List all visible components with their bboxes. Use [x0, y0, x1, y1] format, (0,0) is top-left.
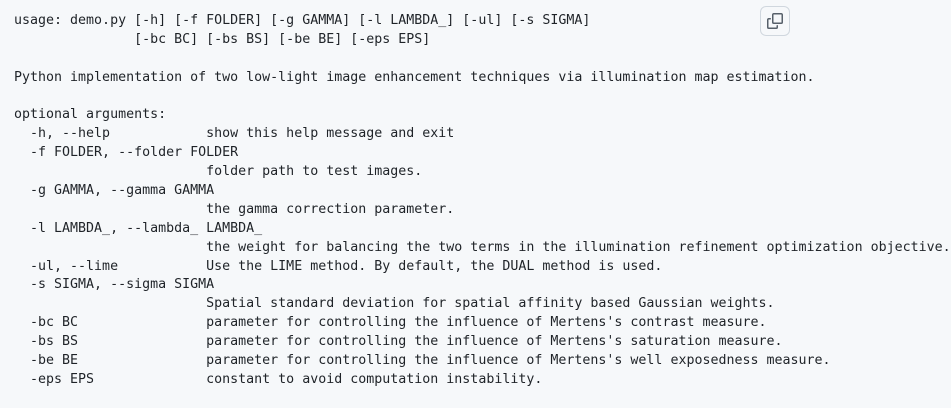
copy-icon	[767, 13, 783, 29]
code-line: usage: demo.py [-h] [-f FOLDER] [-g GAMMA] [-l LAMBDA_] [-ul] [-s SIGMA]	[14, 13, 591, 28]
code-line	[14, 88, 951, 107]
code-line: -g GAMMA, --gamma GAMMA	[14, 183, 215, 199]
code-line: optional arguments:	[14, 107, 167, 123]
copy-button[interactable]	[760, 6, 790, 36]
code-line: the gamma correction parameter.	[14, 201, 455, 217]
code-line: -f FOLDER, --folder FOLDER	[14, 145, 239, 161]
code-line: -ul, --lime Use the LIME method. By default, the DUAL method is used.	[14, 258, 663, 274]
code-line: -be BE parameter for controlling the influence of Mertens's well exposedness measure.	[14, 353, 831, 369]
code-line: -l LAMBDA_, --lambda_ LAMBDA_	[14, 220, 263, 236]
code-line: -s SIGMA, --sigma SIGMA	[14, 277, 215, 293]
code-line: Spatial standard deviation for spatial affinity based Gaussian weights.	[14, 296, 775, 312]
code-line: [-bc BC] [-bs BS] [-be BE] [-eps EPS]	[14, 31, 431, 47]
code-line: -bs BS parameter for controlling the influence of Mertens's saturation measure.	[14, 334, 783, 350]
code-line: -eps EPS constant to avoid computation instability.	[14, 371, 543, 387]
code-line	[14, 50, 951, 69]
code-line: Python implementation of two low-light image enhancement techniques via illumination map estimation.	[14, 69, 815, 85]
code-line: -h, --help show this help message and exit	[14, 126, 455, 142]
code-text	[14, 12, 951, 390]
code-line: folder path to test images.	[14, 164, 423, 180]
code-line: the weight for balancing the two terms in the illumination refinement optimization objective.	[14, 239, 951, 255]
code-line: -bc BC parameter for controlling the influence of Mertens's contrast measure.	[14, 315, 767, 331]
